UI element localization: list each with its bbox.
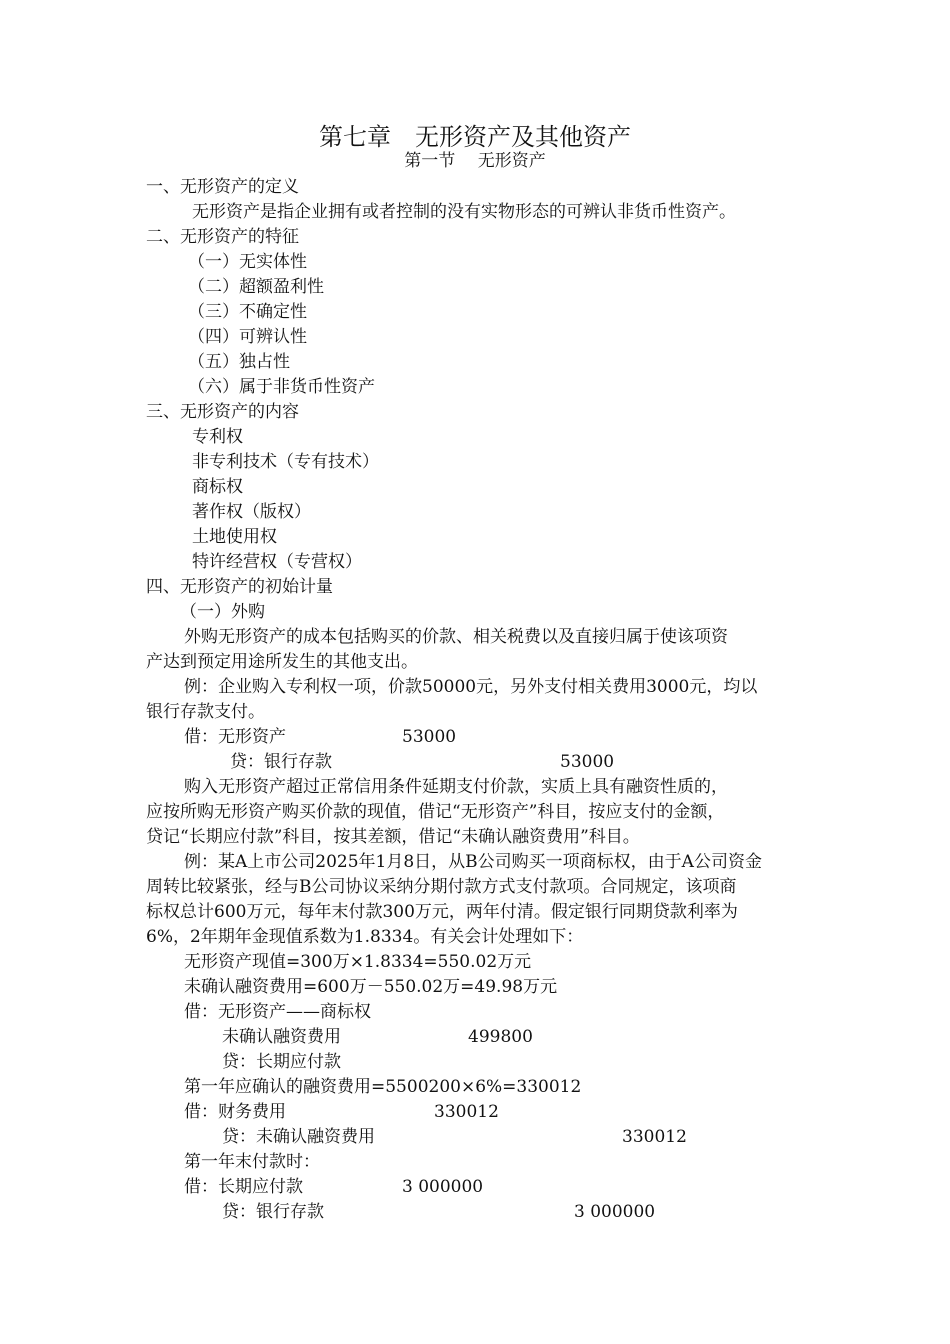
example-line: 6%，2年期年金现值系数为1.8334。有关会计处理如下：	[146, 927, 584, 947]
section-title: 第一节 无形资产	[404, 151, 546, 171]
journal-amount: 330012	[622, 1127, 687, 1147]
feature-2: （二）超额盈利性	[188, 277, 324, 297]
subheading-purchase: （一）外购	[180, 602, 265, 622]
journal-amount: 499800	[468, 1027, 533, 1047]
journal-credit: 贷：长期应付款	[222, 1052, 341, 1072]
feature-1: （一）无实体性	[188, 252, 307, 272]
journal-credit: 贷：银行存款	[222, 1202, 324, 1222]
journal-amount: 53000	[402, 727, 457, 747]
heading-initial-measurement: 四、无形资产的初始计量	[146, 577, 333, 597]
calculation-line: 无形资产现值=300万×1.8334=550.02万元	[184, 952, 532, 972]
journal-amount: 3 000000	[402, 1177, 484, 1197]
paragraph-line: 应按所购无形资产购买价款的现值，借记“无形资产”科目，按应支付的金额，	[146, 802, 725, 822]
definition-text: 无形资产是指企业拥有或者控制的没有实物形态的可辨认非货币性资产。	[192, 202, 736, 222]
calculation-line: 第一年应确认的融资费用=5500200×6%=330012	[184, 1077, 582, 1097]
feature-4: （四）可辨认性	[188, 327, 307, 347]
heading-definition: 一、无形资产的定义	[146, 177, 299, 197]
journal-amount: 330012	[434, 1102, 499, 1122]
example-line: 例：某A上市公司2025年1月8日，从B公司购买一项商标权，由于A公司资金	[184, 852, 762, 872]
feature-3: （三）不确定性	[188, 302, 307, 322]
heading-features: 二、无形资产的特征	[146, 227, 299, 247]
paragraph-line: 第一年末付款时：	[184, 1152, 320, 1172]
content-item-1: 专利权	[192, 427, 243, 447]
content-item-5: 土地使用权	[192, 527, 277, 547]
example-line: 银行存款支付。	[146, 702, 265, 722]
journal-credit: 贷：未确认融资费用	[222, 1127, 375, 1147]
journal-debit: 借：长期应付款	[184, 1177, 303, 1197]
content-item-6: 特许经营权（专营权）	[192, 552, 362, 572]
journal-debit: 借：财务费用	[184, 1102, 286, 1122]
paragraph-line: 产达到预定用途所发生的其他支出。	[146, 652, 418, 672]
journal-amount: 53000	[560, 752, 615, 772]
paragraph-line: 贷记“长期应付款”科目，按其差额，借记“未确认融资费用”科目。	[146, 827, 640, 847]
journal-debit: 借：无形资产	[184, 727, 286, 747]
example-line: 例：企业购入专利权一项，价款50000元，另外支付相关费用3000元，均以	[184, 677, 758, 697]
journal-amount: 3 000000	[574, 1202, 656, 1222]
calculation-line: 未确认融资费用=600万－550.02万=49.98万元	[184, 977, 558, 997]
chapter-title: 第七章 无形资产及其他资产	[319, 123, 631, 151]
example-line: 标权总计600万元，每年末付款300万元，两年付清。假定银行同期贷款利率为	[146, 902, 738, 922]
content-item-4: 著作权（版权）	[192, 502, 311, 522]
feature-6: （六）属于非货币性资产	[188, 377, 375, 397]
paragraph-line: 外购无形资产的成本包括购买的价款、相关税费以及直接归属于使该项资	[184, 627, 728, 647]
content-item-3: 商标权	[192, 477, 243, 497]
journal-credit: 贷：银行存款	[230, 752, 332, 772]
heading-content: 三、无形资产的内容	[146, 402, 299, 422]
journal-debit: 借：无形资产——商标权	[184, 1002, 371, 1022]
journal-debit: 未确认融资费用	[222, 1027, 341, 1047]
content-item-2: 非专利技术（专有技术）	[192, 452, 379, 472]
example-line: 周转比较紧张，经与B公司协议采纳分期付款方式支付款项。合同规定，该项商	[146, 877, 737, 897]
paragraph-line: 购入无形资产超过正常信用条件延期支付价款，实质上具有融资性质的，	[184, 777, 728, 797]
feature-5: （五）独占性	[188, 352, 290, 372]
